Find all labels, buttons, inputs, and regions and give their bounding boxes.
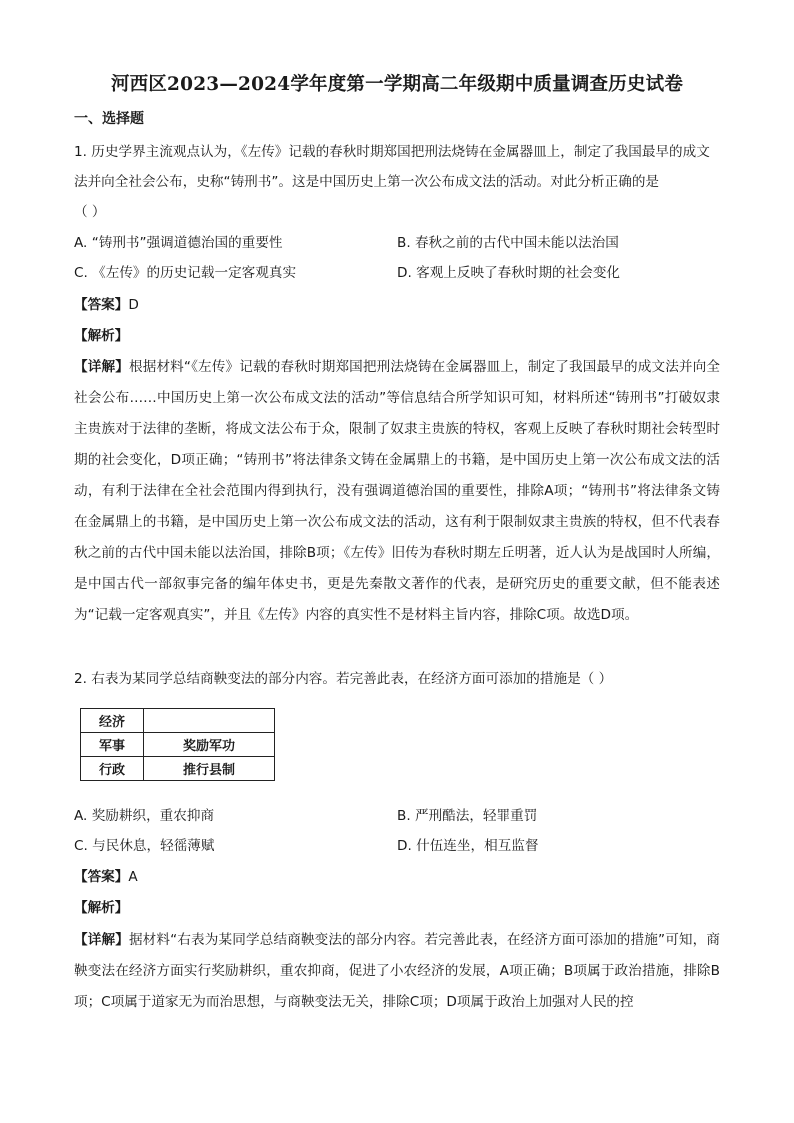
- q2-option-d: D. 什伍连坐，相互监督: [397, 838, 539, 854]
- q1-option-d: D. 客观上反映了春秋时期的社会变化: [397, 265, 621, 281]
- q1-detail-text: 根据材料“《左传》记载的春秋时期郑国把刑法烧铸在金属器皿上，制定了我国最早的成文法并向全社会公布……中国历史上第一次公布成文法的活动”等信息结合所学知识可知，材料所述“铸刑书”打破奴隶主贵族对于法律的垄断，将成文法公布于众，限制了奴隶主贵族的特权，客观上反映了春秋时期社会转型时期的社会变化，D项正确；“铸刑书”将法律条文铸在金属鼎上的书籍，是中国历史上第一次公布成文法的活动，有利于法律在全社会范围内得到执行，没有强调道德治国的重要性，排除A项；“铸刑书”将法律条文铸在金属鼎上的书籍，是中国历史上第一次公布成文法的活动，这有利于限制奴隶主贵族的特权，但不代表春秋之前的古代中国未能以法治国，排除B项；《左传》旧传为春秋时期左丘明著，近人认为是战国时人所编，是中国古代一部叙事完备的编年体史书，更是先秦散文著作的代表，是研究历史的重要文献，但不能表述为“记载一定客观真实”，并且《左传》内容的真实性不是材料主旨内容，排除C项。故选D项。: [74, 359, 721, 623]
- q2-answer: [74, 862, 138, 892]
- table-value-cell: [144, 709, 275, 733]
- q2-answer-value: A: [128, 869, 138, 885]
- question-2-options-row-1: [74, 801, 720, 831]
- q1-answer-value: D: [128, 297, 139, 313]
- question-2-text: 2. 右表为某同学总结商鞅变法的部分内容。若完善此表，在经济方面可添加的措施是（ ）: [74, 671, 613, 687]
- question-1-stem: [74, 137, 720, 228]
- q2-analysis-label: 【解析】: [74, 900, 129, 916]
- section-heading: 一、选择题: [74, 111, 144, 127]
- question-1-options-row-2: [74, 258, 720, 288]
- question-1-text: 1. 历史学界主流观点认为，《左传》记载的春秋时期郑国把刑法烧铸在金属器皿上，制定了我国最早的成文法并向全社会公布，史称“铸刑书”。这是中国历史上第一次公布成文法的活动。对此分析正确的是: [74, 144, 710, 191]
- q2-detail: [74, 925, 720, 1018]
- table-value-cell: 奖励军功: [144, 733, 275, 757]
- q2-analysis-tag: [74, 893, 128, 923]
- q1-option-c: C. 《左传》的历史记载一定客观真实: [74, 265, 297, 281]
- reform-table: [80, 708, 275, 781]
- question-1-options-row-1: [74, 228, 720, 258]
- q2-detail-text: 据材料“右表为某同学总结商鞅变法的部分内容。若完善此表，在经济方面可添加的措施”可知，商鞅变法在经济方面实行奖励耕织，重农抑商，促进了小农经济的发展，A项正确；B项属于政治措施，排除B项；C项属于道家无为而治思想，与商鞅变法无关，排除C项；D项属于政治上加强对人民的控: [74, 932, 720, 1010]
- q1-detail: [74, 352, 720, 631]
- question-2-options-row-2: [74, 831, 720, 861]
- q2-detail-tag: 【详解】: [74, 932, 129, 948]
- table-row: [81, 733, 275, 757]
- q2-option-c: C. 与民休息，轻徭薄赋: [74, 838, 215, 854]
- q2-option-b: B. 严刑酷法，轻罪重罚: [397, 808, 538, 824]
- table-key-cell: 行政: [81, 757, 144, 781]
- exam-title: 河西区2023—2024学年度第一学期高二年级期中质量调查历史试卷: [110, 74, 684, 95]
- q1-answer: [74, 290, 139, 320]
- question-2-stem: [74, 664, 720, 694]
- table-row: [81, 709, 275, 733]
- table-key-cell: 经济: [81, 709, 144, 733]
- q2-option-a: A. 奖励耕织，重农抑商: [74, 808, 215, 824]
- q1-detail-tag: 【详解】: [74, 359, 129, 375]
- q1-option-b: B. 春秋之前的古代中国未能以法治国: [397, 235, 619, 251]
- table-row: [81, 757, 275, 781]
- q2-answer-tag: 【答案】: [74, 869, 129, 885]
- q1-analysis-label: 【解析】: [74, 328, 129, 344]
- table-key-cell: 军事: [81, 733, 144, 757]
- table-value-cell: 推行县制: [144, 757, 275, 781]
- question-1-paren: （ ）: [74, 204, 106, 221]
- q1-option-a: A. “铸刑书”强调道德治国的重要性: [74, 235, 283, 251]
- q1-answer-tag: 【答案】: [74, 297, 129, 313]
- q1-analysis-tag: [74, 321, 128, 351]
